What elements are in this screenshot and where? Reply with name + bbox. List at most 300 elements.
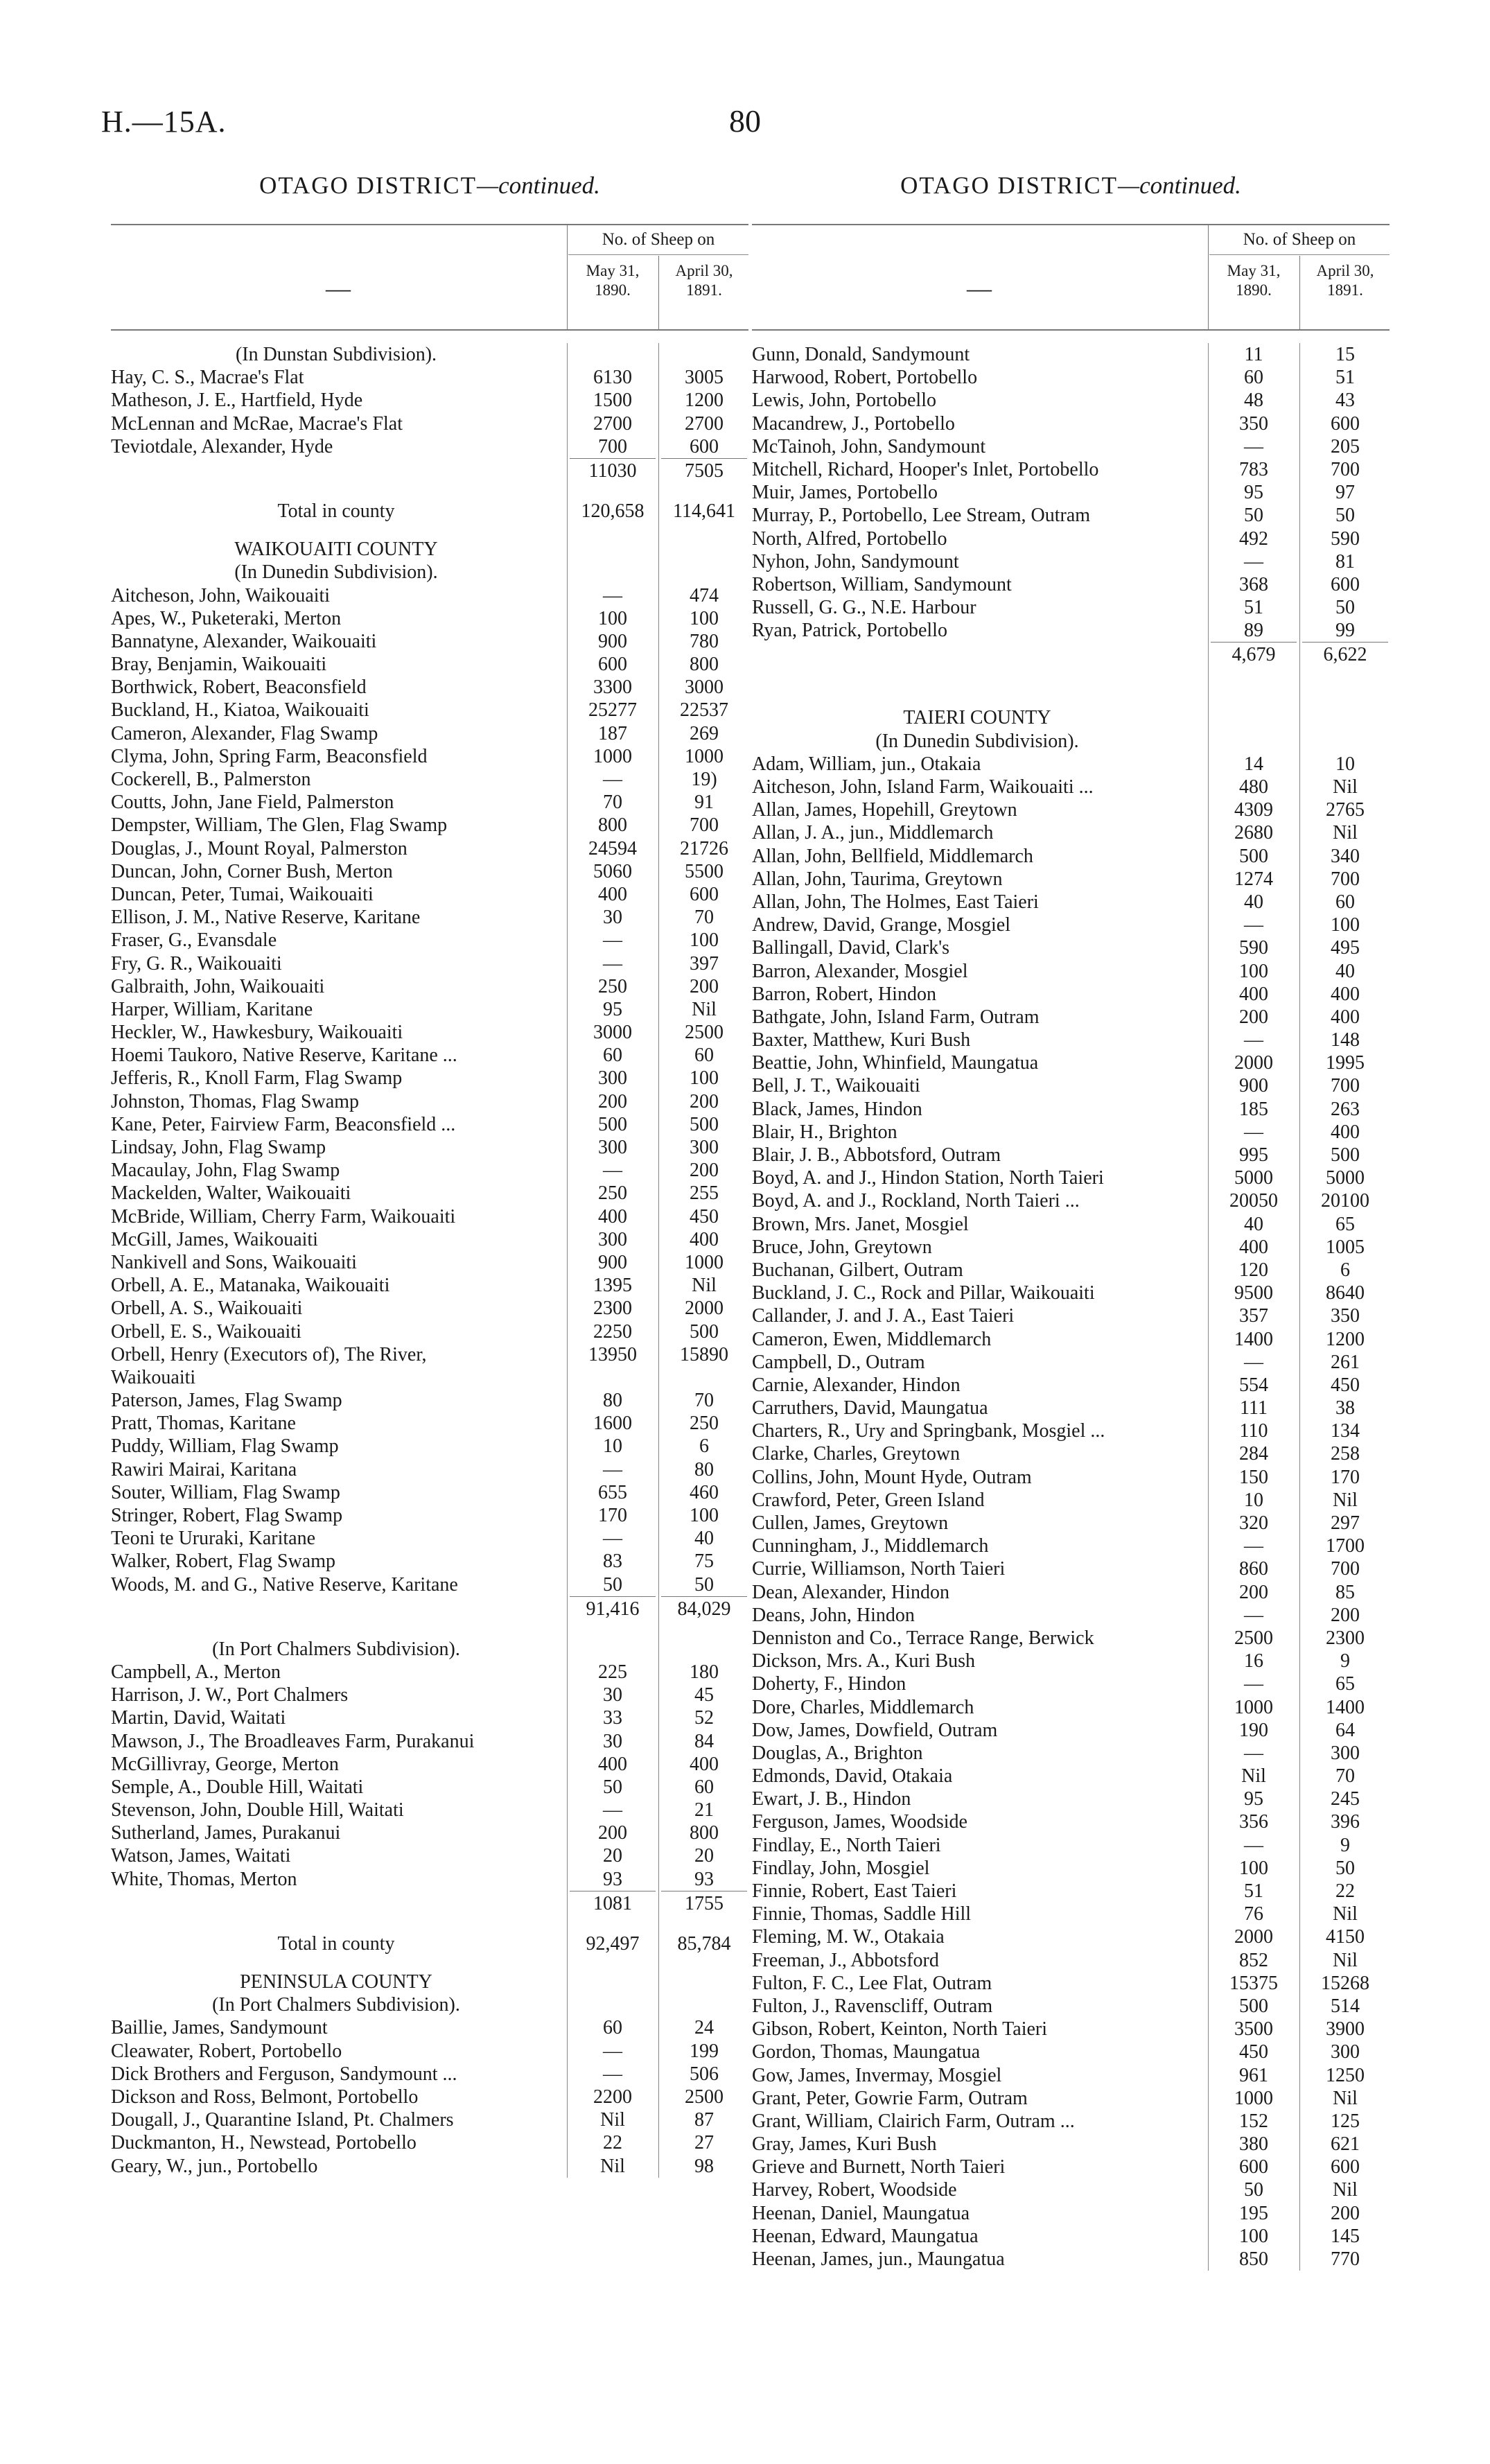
title-suffix: —continued.	[477, 172, 600, 199]
entry-name: Baillie, James, Sandymount	[111, 2017, 328, 2039]
entry-name: Semple, A., Double Hill, Waitati	[111, 1776, 364, 1798]
entry-name: Macaulay, John, Flag Swamp	[111, 1160, 340, 1182]
value-1891: 60	[694, 1776, 714, 1798]
value-1890: 600	[1239, 2156, 1268, 2178]
value-1890: 95	[603, 998, 622, 1020]
table-row	[752, 2018, 1390, 2041]
entry-name: Allan, J. A., jun., Middlemarch	[752, 822, 994, 844]
table-row	[752, 1051, 1390, 1074]
table-row	[111, 676, 748, 699]
value-1890: 70	[603, 792, 622, 814]
value-1891: 100	[690, 929, 719, 952]
value-1891: 258	[1331, 1443, 1360, 1465]
value-1891: 4150	[1326, 1926, 1365, 1948]
value-1890: 655	[598, 1481, 627, 1503]
value-1891: 1000	[685, 745, 724, 767]
value-1891: 3900	[1326, 2018, 1365, 2041]
entry-name: Edmonds, David, Otakaia	[752, 1765, 953, 1788]
value-1891: 300	[1331, 2041, 1360, 2063]
value-1890: —	[1244, 435, 1263, 457]
value-1891: 200	[690, 1160, 719, 1182]
value-1891: 145	[1331, 2225, 1360, 2247]
left-column-title	[111, 172, 748, 207]
table-row	[111, 722, 748, 745]
value-1891: 24	[694, 2017, 714, 2039]
value-1891: 15268	[1321, 1972, 1369, 1994]
value-1890: —	[1244, 1121, 1263, 1143]
value-1890: 30	[603, 1684, 622, 1706]
value-1891: 43	[1335, 390, 1355, 412]
subtotal-row	[111, 1596, 748, 1623]
value-1890: 30	[603, 907, 622, 929]
value-1890: 150	[1239, 1466, 1268, 1488]
value-1891: 621	[1331, 2133, 1360, 2156]
value-1891: 50	[694, 1573, 714, 1596]
value-1891: 700	[1331, 458, 1360, 480]
entry-name: Fleming, M. W., Otakaia	[752, 1926, 945, 1948]
value-1890: —	[1244, 914, 1263, 936]
table-row	[111, 584, 748, 607]
value-1890: 5060	[593, 860, 632, 882]
entry-name: White, Thomas, Merton	[111, 1868, 297, 1890]
left-table-body	[111, 343, 748, 2178]
entry-name: Douglas, J., Mount Royal, Palmerston	[111, 837, 407, 859]
value-1890: 2000	[1234, 1926, 1273, 1948]
table-row	[752, 1351, 1390, 1374]
value-1890: 48	[1244, 390, 1263, 412]
entry-name: Blair, J. B., Abbotsford, Outram	[752, 1144, 1001, 1166]
value-1891: 400	[1331, 1006, 1360, 1028]
value-1891: 500	[690, 1113, 719, 1135]
entry-name: Campbell, A., Merton	[111, 1661, 281, 1683]
entry-name: Harper, William, Karitane	[111, 998, 313, 1020]
value-1891: 93	[694, 1868, 714, 1890]
entry-name: Aitcheson, John, Waikouaiti	[111, 584, 331, 606]
table-row	[752, 481, 1390, 504]
total-row	[111, 1932, 748, 1955]
value-1890: 400	[598, 1753, 627, 1775]
value-1891: 400	[1331, 983, 1360, 1005]
table-row	[111, 1113, 748, 1136]
value-1890: 900	[1239, 1075, 1268, 1097]
value-1891: 52	[694, 1707, 714, 1729]
value-1891: 70	[1335, 1765, 1355, 1788]
entry-name: Dickson and Ross, Belmont, Portobello	[111, 2086, 419, 2108]
value-1891: 700	[1331, 868, 1360, 890]
value-1890: 50	[603, 1776, 622, 1798]
entry-name: Rawiri Mairai, Karitana	[111, 1458, 297, 1480]
title-suffix: —continued.	[1118, 172, 1241, 199]
table-row	[752, 1328, 1390, 1351]
value-1890: —	[1244, 1673, 1263, 1695]
value-1890: 300	[598, 1137, 627, 1158]
value-1890: 600	[598, 654, 627, 676]
value-1890: 95	[1244, 482, 1263, 504]
entry-name: Fry, G. R., Waikouaiti	[111, 952, 282, 975]
value-1890: 95	[1244, 1788, 1263, 1810]
value-1891: 800	[690, 1822, 719, 1844]
entry-name: Gray, James, Kuri Bush	[752, 2133, 937, 2156]
entry-name: Andrew, David, Grange, Mosgiel	[752, 914, 1010, 936]
header-col1: May 31, 1890.	[1227, 262, 1281, 299]
county-heading-text: WAIKOUAITI COUNTY	[234, 539, 438, 561]
value-1890: 93	[603, 1868, 622, 1890]
value-1891: 15890	[680, 1343, 728, 1365]
entry-name: Fraser, G., Evansdale	[111, 929, 277, 952]
table-row	[111, 1799, 748, 1821]
value-1890: 2250	[593, 1320, 632, 1343]
entry-name: Allan, James, Hopehill, Greytown	[752, 799, 1017, 821]
entry-name: Dick Brothers and Ferguson, Sandymount ...	[111, 2063, 457, 2085]
value-1891: 9	[1340, 1834, 1350, 1856]
value-1891: 7505	[661, 458, 747, 484]
value-1890: 195	[1239, 2202, 1268, 2224]
entry-name: Black, James, Hindon	[752, 1098, 922, 1120]
value-1891: 50	[1335, 1857, 1355, 1879]
entry-name: Allan, John, The Holmes, East Taieri	[752, 891, 1039, 913]
table-row	[752, 1512, 1390, 1535]
value-1891: 770	[1331, 2248, 1360, 2270]
entry-name: Heenan, James, jun., Maungatua	[752, 2248, 1005, 2270]
table-row	[111, 1821, 748, 1844]
entry-name: Johnston, Thomas, Flag Swamp	[111, 1090, 360, 1112]
table-header	[752, 224, 1390, 331]
value-1890: 22	[603, 2132, 622, 2154]
value-1890: 400	[598, 1205, 627, 1227]
page-number: 80	[729, 103, 761, 139]
county-heading	[752, 706, 1390, 729]
value-1891: 114,641	[673, 500, 735, 522]
entry-name: Hoemi Taukoro, Native Reserve, Karitane ...	[111, 1045, 457, 1067]
value-1891: 40	[694, 1528, 714, 1550]
subdivision-heading-text: (In Port Chalmers Subdivision).	[212, 1638, 460, 1660]
value-1890: 89	[1244, 620, 1263, 642]
entry-name: Apes, W., Puketeraki, Merton	[111, 607, 342, 629]
value-1890: 16	[1244, 1650, 1263, 1672]
table-row	[752, 343, 1390, 366]
entry-name: Nankivell and Sons, Waikouaiti	[111, 1251, 357, 1273]
table-row	[111, 2063, 748, 2086]
table-row	[752, 960, 1390, 983]
table-row	[111, 745, 748, 768]
value-1891: 200	[690, 975, 719, 997]
value-1891: 64	[1335, 1719, 1355, 1741]
entry-name: Mitchell, Richard, Hooper's Inlet, Portobello	[752, 458, 1099, 480]
value-1890: 120,658	[581, 500, 645, 522]
value-1890: 200	[1239, 1581, 1268, 1603]
value-1890: 1500	[593, 390, 632, 412]
value-1891: Nil	[1333, 822, 1358, 844]
value-1891: 590	[1331, 527, 1360, 550]
entry-name: Bathgate, John, Island Farm, Outram	[752, 1006, 1040, 1028]
table-row	[752, 366, 1390, 389]
entry-name: Stevenson, John, Double Hill, Waitati	[111, 1799, 404, 1821]
value-1890: 11	[1244, 344, 1263, 365]
subdivision-heading-text: (In Port Chalmers Subdivision).	[212, 1994, 460, 2016]
value-1891: 2700	[685, 412, 724, 435]
value-1890: 60	[1244, 367, 1263, 389]
value-1891: 200	[1331, 1604, 1360, 1626]
table-row	[111, 2086, 748, 2108]
value-1891: 45	[694, 1684, 714, 1706]
entry-name: Waikouaiti	[111, 1366, 196, 1388]
value-1891: 300	[690, 1137, 719, 1158]
table-row	[752, 1903, 1390, 1925]
value-1890: 492	[1239, 527, 1268, 550]
table-row	[111, 1753, 748, 1776]
value-1891: 60	[694, 1045, 714, 1067]
value-1890: 200	[598, 1822, 627, 1844]
value-1891: Nil	[692, 998, 717, 1020]
table-row	[752, 1098, 1390, 1121]
table-row	[752, 1857, 1390, 1880]
value-1890: —	[603, 584, 622, 606]
value-1890: —	[603, 1458, 622, 1480]
value-1891: 700	[1331, 1558, 1360, 1580]
value-1890: Nil	[600, 2155, 625, 2177]
entry-name: Macandrew, J., Portobello	[752, 412, 955, 435]
value-1890: 1081	[570, 1891, 656, 1916]
table-row	[752, 1029, 1390, 1051]
value-1890: 2700	[593, 412, 632, 435]
entry-name: Clyma, John, Spring Farm, Beaconsfield	[111, 745, 428, 767]
value-1891: 780	[690, 630, 719, 652]
entry-name: Grant, Peter, Gowrie Farm, Outram	[752, 2087, 1028, 2109]
value-1891: 87	[694, 2109, 714, 2131]
value-1890: 5000	[1234, 1167, 1273, 1189]
entry-name: Cunningham, J., Middlemarch	[752, 1535, 989, 1557]
table-row	[111, 1844, 748, 1867]
entry-name: Beattie, John, Whinfield, Maungatua	[752, 1052, 1039, 1074]
table-row	[752, 753, 1390, 776]
table-row	[111, 2155, 748, 2178]
value-1891: 27	[694, 2132, 714, 2154]
table-row	[752, 1259, 1390, 1282]
table-row	[752, 2202, 1390, 2225]
value-1890: 120	[1239, 1259, 1268, 1281]
value-1890: 200	[1239, 1006, 1268, 1028]
value-1891: 70	[694, 1390, 714, 1412]
table-row	[752, 1189, 1390, 1212]
entry-name: North, Alfred, Portobello	[752, 527, 947, 550]
table-row	[111, 1706, 748, 1729]
value-1890: 92,497	[586, 1932, 640, 1955]
value-1891: 400	[1331, 1121, 1360, 1143]
table-row	[752, 1144, 1390, 1167]
value-1890: —	[603, 1528, 622, 1550]
table-row	[752, 776, 1390, 798]
value-1890: —	[603, 769, 622, 790]
table-row	[752, 1949, 1390, 1972]
entry-name: Boyd, A. and J., Hindon Station, North Taieri	[752, 1167, 1104, 1189]
value-1890: 500	[1239, 845, 1268, 867]
value-1891: 1250	[1326, 2064, 1365, 2086]
table-row	[111, 1090, 748, 1113]
subdivision-heading-text: (In Dunedin Subdivision).	[875, 730, 1079, 752]
table-row	[752, 1466, 1390, 1489]
entry-name: Bray, Benjamin, Waikouaiti	[111, 654, 327, 676]
value-1891: 40	[1335, 960, 1355, 982]
value-1891: 263	[1331, 1098, 1360, 1120]
entry-name: Ferguson, James, Woodside	[752, 1811, 967, 1833]
table-row	[111, 2040, 748, 2063]
entry-name: Dempster, William, The Glen, Flag Swamp	[111, 814, 448, 837]
table-row	[111, 929, 748, 952]
table-row	[111, 1776, 748, 1799]
value-1891: 99	[1335, 620, 1355, 642]
entry-name: Duncan, Peter, Tumai, Waikouaiti	[111, 883, 374, 905]
entry-name: Finnie, Robert, East Taieri	[752, 1880, 957, 1902]
table-row	[752, 1696, 1390, 1719]
value-1891: 460	[690, 1481, 719, 1503]
entry-name: Doherty, F., Hindon	[752, 1673, 906, 1695]
value-1890: 380	[1239, 2133, 1268, 2156]
table-row	[111, 1573, 748, 1596]
entry-name: Galbraith, John, Waikouaiti	[111, 975, 325, 997]
value-1890: 1400	[1234, 1328, 1273, 1350]
value-1890: 357	[1239, 1305, 1268, 1327]
value-1890: 50	[603, 1573, 622, 1596]
header-col2: April 30, 1891.	[675, 262, 733, 299]
value-1890: 14	[1244, 753, 1263, 775]
table-row	[752, 798, 1390, 821]
value-1891: 1000	[685, 1251, 724, 1273]
value-1890: 450	[1239, 2041, 1268, 2063]
value-1890: 13950	[588, 1343, 637, 1365]
entry-name: Barron, Alexander, Mosgiel	[752, 960, 968, 982]
table-row	[752, 983, 1390, 1006]
value-1891: 2500	[685, 2086, 724, 2108]
table-row	[111, 1251, 748, 1274]
value-1890: 480	[1239, 776, 1268, 798]
table-row	[111, 860, 748, 883]
value-1890: 6130	[593, 367, 632, 389]
value-1891: 100	[690, 1505, 719, 1526]
entry-name: Douglas, A., Brighton	[752, 1742, 923, 1764]
value-1891: Nil	[1333, 1489, 1358, 1511]
table-row	[111, 366, 748, 389]
subdivision-heading	[111, 561, 748, 584]
entry-name: Crawford, Peter, Green Island	[752, 1489, 985, 1511]
value-1891: Nil	[1333, 2179, 1358, 2201]
table-row	[752, 1282, 1390, 1304]
entry-name: Orbell, A. E., Matanaka, Waikouaiti	[111, 1275, 390, 1297]
table-row	[752, 1006, 1390, 1029]
total-row	[111, 500, 748, 523]
value-1890: —	[1244, 1351, 1263, 1373]
value-1891: Nil	[692, 1275, 717, 1297]
entry-name: Heenan, Daniel, Maungatua	[752, 2202, 970, 2224]
header-blank: —	[326, 274, 351, 302]
value-1891: 75	[694, 1550, 714, 1573]
value-1890: 250	[598, 975, 627, 997]
value-1891: Nil	[1333, 1949, 1358, 1971]
value-1890: 40	[1244, 891, 1263, 913]
value-1890: 10	[1244, 1489, 1263, 1511]
entry-name: Teoni te Ururaki, Karitane	[111, 1528, 316, 1550]
value-1891: 20	[694, 1845, 714, 1867]
table-row	[752, 504, 1390, 527]
value-1890: 33	[603, 1707, 622, 1729]
value-1891: 50	[1335, 505, 1355, 527]
value-1890: —	[603, 2063, 622, 2085]
value-1891: 297	[1331, 1512, 1360, 1534]
table-row	[752, 914, 1390, 936]
value-1891: 100	[690, 607, 719, 629]
entry-name: Campbell, D., Outram	[752, 1351, 925, 1373]
table-row	[752, 1557, 1390, 1580]
entry-name: Stringer, Robert, Flag Swamp	[111, 1505, 343, 1526]
entry-name: Cullen, James, Greytown	[752, 1512, 949, 1534]
value-1890: 100	[1239, 1857, 1268, 1879]
entry-name: McLennan and McRae, Macrae's Flat	[111, 412, 403, 435]
value-1891: 6	[1340, 1259, 1350, 1281]
value-1891: 2500	[685, 1022, 724, 1044]
value-1890: 961	[1239, 2064, 1268, 2086]
value-1890: 3500	[1234, 2018, 1273, 2041]
entry-name: Duckmanton, H., Newstead, Portobello	[111, 2132, 417, 2154]
entry-name: Heckler, W., Hawkesbury, Waikouaiti	[111, 1022, 403, 1044]
value-1891: 600	[1331, 412, 1360, 435]
table-row	[752, 2110, 1390, 2133]
value-1891: 100	[1331, 914, 1360, 936]
entry-name: Paterson, James, Flag Swamp	[111, 1390, 342, 1412]
value-1891: 3005	[685, 367, 724, 389]
county-heading-text: TAIERI COUNTY	[903, 707, 1051, 729]
value-1891: 5000	[1326, 1167, 1365, 1189]
entry-name: Sutherland, James, Purakanui	[111, 1822, 341, 1844]
value-1890: 25277	[588, 699, 637, 722]
table-header	[111, 224, 748, 331]
table-row	[752, 2178, 1390, 2201]
county-heading-text: PENINSULA COUNTY	[240, 1971, 432, 1993]
value-1890: 152	[1239, 2110, 1268, 2132]
subtotal-row	[111, 1891, 748, 1917]
value-1890: Nil	[600, 2109, 625, 2131]
table-row	[752, 1995, 1390, 2018]
value-1891: 10	[1335, 753, 1355, 775]
value-1891: 15	[1335, 344, 1355, 365]
table-row	[111, 389, 748, 412]
table-row	[111, 1481, 748, 1504]
entry-name: Russell, G. G., N.E. Harbour	[752, 597, 976, 619]
entry-name: Ellison, J. M., Native Reserve, Karitane	[111, 907, 421, 929]
subdivision-heading-text: (In Dunedin Subdivision).	[234, 561, 438, 584]
table-row	[752, 2041, 1390, 2063]
table-row	[111, 653, 748, 676]
table-row	[752, 619, 1390, 642]
entry-name: Kane, Peter, Fairview Farm, Beaconsfield ...	[111, 1113, 456, 1135]
value-1890: 850	[1239, 2248, 1268, 2270]
value-1890: 100	[598, 607, 627, 629]
table-row	[111, 1136, 748, 1159]
value-1891: 397	[690, 952, 719, 975]
table-row	[752, 1742, 1390, 1765]
subtotal-row	[111, 458, 748, 484]
entry-name: Buckland, J. C., Rock and Pillar, Waikouaiti	[752, 1282, 1095, 1304]
value-1891: 600	[690, 435, 719, 457]
value-1891: 180	[690, 1661, 719, 1683]
table-row	[111, 1661, 748, 1684]
table-row	[111, 1228, 748, 1251]
value-1890: 4,679	[1211, 642, 1297, 667]
value-1891: 148	[1331, 1029, 1360, 1051]
table-row	[111, 1458, 748, 1481]
table-row	[752, 1304, 1390, 1327]
value-1891: 1755	[661, 1891, 747, 1916]
value-1890: 500	[598, 1113, 627, 1135]
table-row	[111, 1274, 748, 1297]
